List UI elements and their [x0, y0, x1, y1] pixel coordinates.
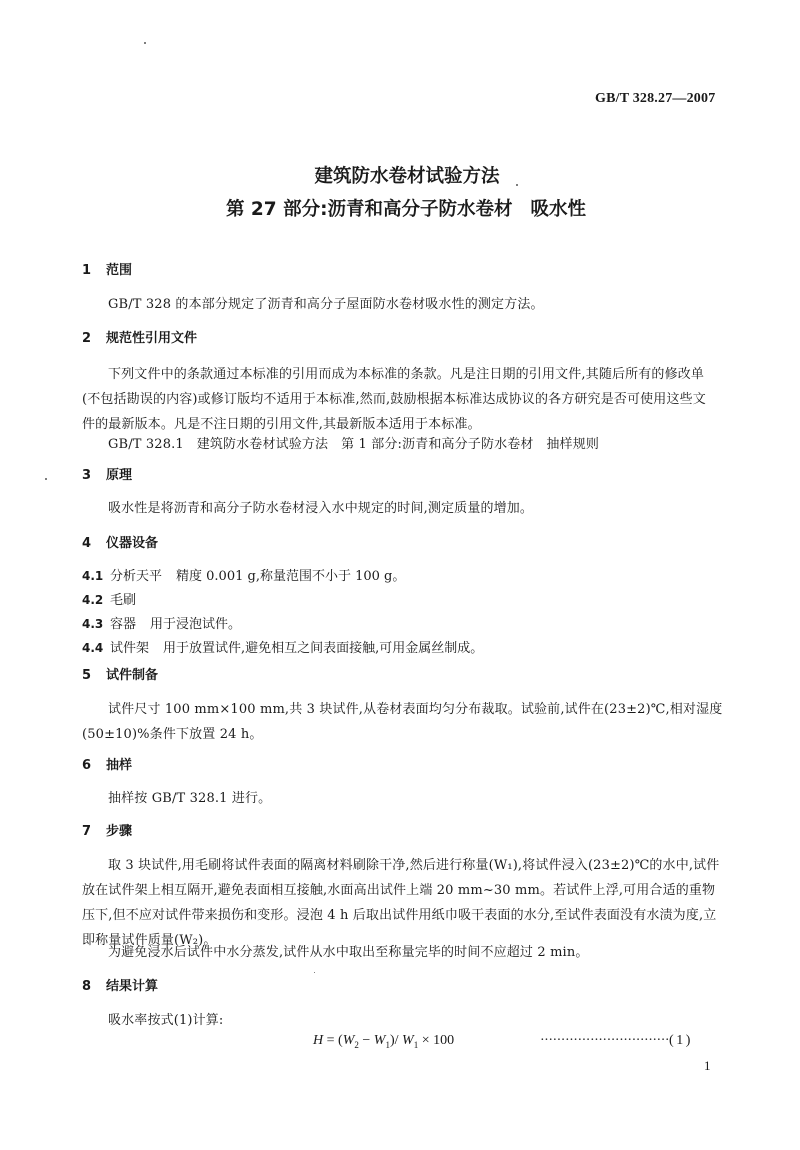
section-heading-1: 1 范围 [82, 263, 133, 278]
section-heading-3: 3 原理 [82, 468, 133, 483]
formula-number [540, 1033, 690, 1049]
section-5-body: 试件尺寸 100 mm×100 mm,共 3 块试件,从卷材表面均匀分布裁取。试验前,试件在(23±2)℃,相对湿度(50±10)%条件下放置 24 h。 [82, 702, 723, 742]
scan-speck [516, 184, 518, 186]
formula-1: $H = (W_2 - W_1)/$ $W_1 \times 100$ [313, 1033, 455, 1050]
section-7-body: 取 3 块试件,用毛刷将试件表面的隔离材料刷除干净,然后进行称量(W₁),将试件浸入(23±2)℃的水中,试件放在试件架上相互隔开,避免表面相互接触,水面高出试件上端 20 mm~30 mm。若试件上浮,可用合适的重物压下,但不应对试件带来损伤和变形。浸泡 4 h 后取出试件用纸巾吸干表面的水分,至试件表面没有水渍为度,立即称量试件质量(W₂)。 [82, 858, 720, 948]
equipment-item-4-4: 4.4 试件架 用于放置试件,避免相互之间表面接触,可用金属丝制成。 [82, 641, 484, 656]
section-heading-6: 6 抽样 [82, 758, 133, 773]
title-sub [0, 196, 800, 224]
page-number: 1 [704, 1058, 711, 1073]
reference-subject: 抽样规则 [546, 437, 600, 452]
equation-number: ( 1 ) [669, 1033, 690, 1048]
section-1-body: GB/T 328 的本部分规定了沥青和高分子屋面防水卷材吸水性的测定方法。 [108, 297, 544, 312]
reference-title: 建筑防水卷材试验方法 [196, 437, 329, 452]
reference-code: GB/T 328.1 [108, 437, 184, 452]
section-7-note: 为避免浸水后试件中水分蒸发,试件从水中取出至称量完毕的时间不应超过 2 min。 [108, 945, 589, 960]
scan-speck [45, 478, 47, 480]
document-title [0, 163, 800, 224]
section-heading-4: 4 仪器设备 [82, 536, 159, 551]
section-heading-5: 5 试件制备 [82, 668, 159, 683]
section-2-body: 下列文件中的条款通过本标准的引用而成为本标准的条款。凡是注日期的引用文件,其随后所有的修改单(不包括勘误的内容)或修订版均不适用于本标准,然而,鼓励根据本标准达成协议的各方研究是否可使用这些文件的最新版本。凡是不注日期的引用文件,其最新版本适用于本标准。 [82, 367, 706, 432]
section-3-body: 吸水性是将沥青和高分子防水卷材浸入水中规定的时间,测定质量的增加。 [108, 501, 534, 516]
reference-part: 第 1 部分:沥青和高分子防水卷材 [341, 437, 534, 452]
scan-speck [314, 972, 315, 973]
equipment-item-4-2: 4.2 毛刷 [82, 593, 137, 608]
title-part: 第 27 部分:沥青和高分子防水卷材 [225, 199, 513, 220]
equipment-item-4-3: 4.3 容器 用于浸泡试件。 [82, 617, 242, 632]
equipment-item-4-1: 4.1 分析天平 精度 0.001 g,称量范围不小于 100 g。 [82, 569, 406, 584]
title-subject: 吸水性 [530, 199, 587, 220]
scan-speck [144, 42, 146, 44]
title-main: 建筑防水卷材试验方法 [314, 166, 500, 187]
section-8-body: 吸水率按式(1)计算: [108, 1013, 224, 1028]
standard-code: GB/T 328.27—2007 [595, 91, 716, 106]
section-heading-7: 7 步骤 [82, 824, 133, 839]
section-6-body: 抽样按 GB/T 328.1 进行。 [108, 791, 272, 806]
section-heading-8: 8 结果计算 [82, 979, 159, 994]
leader-dots: ······························· [540, 1033, 670, 1048]
section-heading-2: 2 规范性引用文件 [82, 331, 198, 346]
reference-item [108, 436, 599, 454]
